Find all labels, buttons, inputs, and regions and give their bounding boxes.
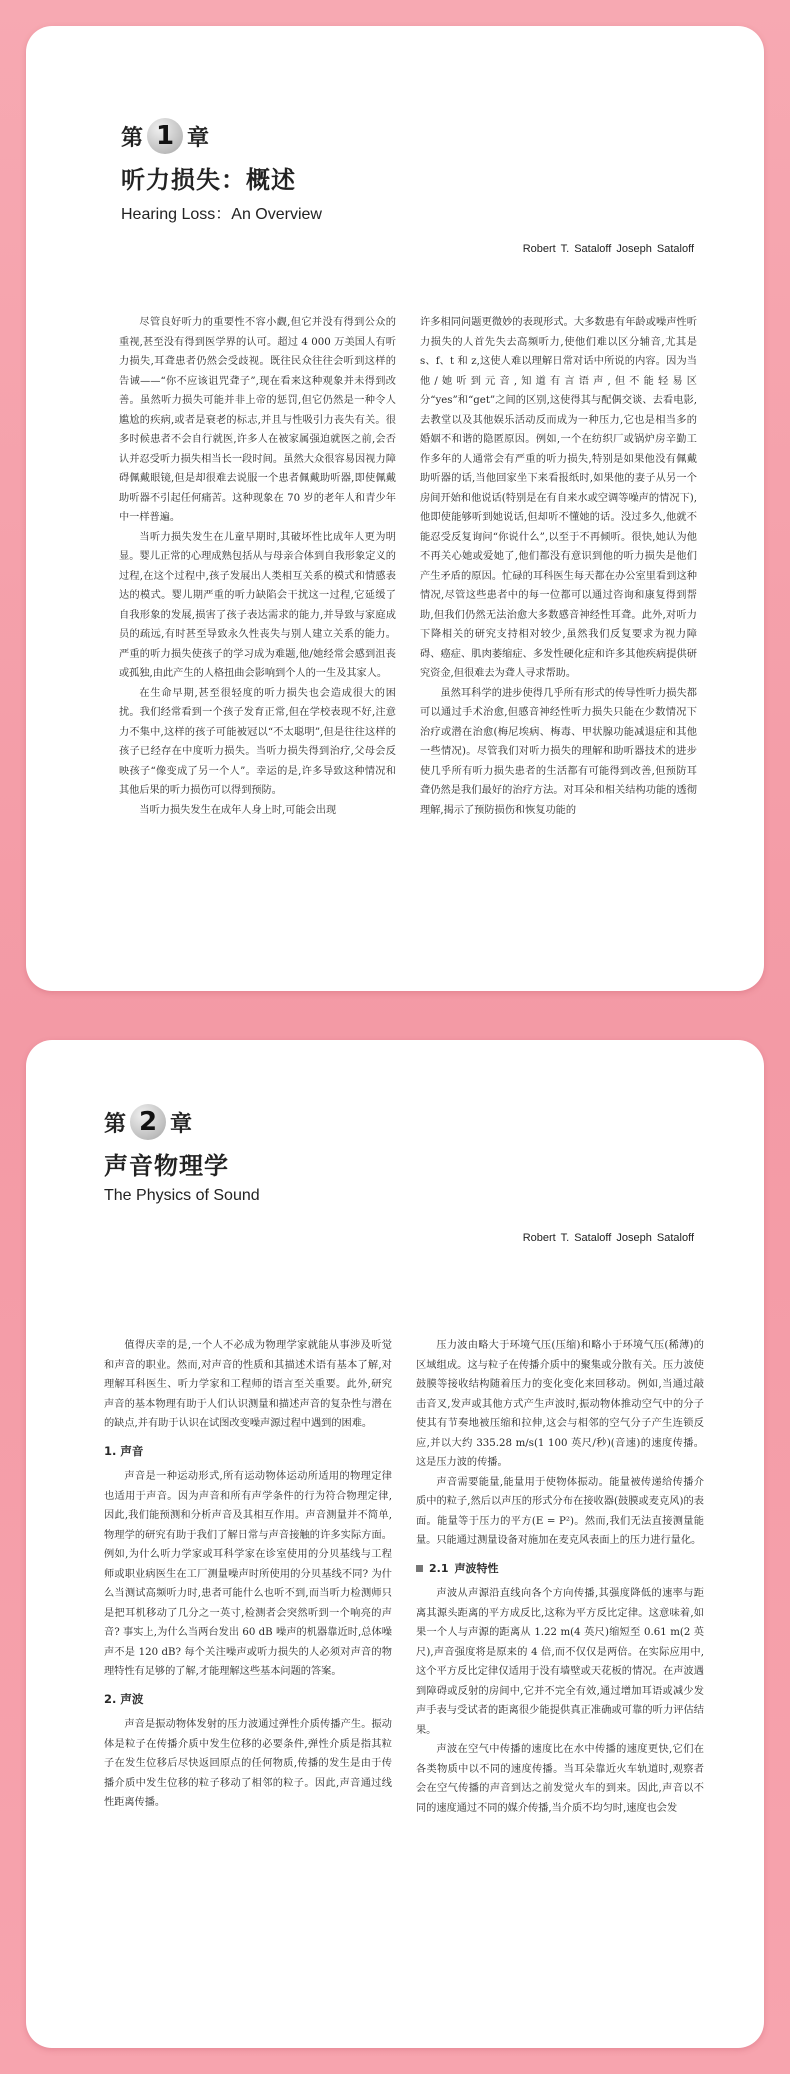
chapter-title-en: Hearing Loss：An Overview: [121, 206, 322, 223]
authors: Robert T. Sataloff Joseph Sataloff: [522, 243, 694, 255]
subsection-number: 2.1: [429, 1561, 449, 1575]
paragraph: 虽然耳科学的进步使得几乎所有形式的传导性听力损失都可以通过手术治愈,但感音神经性听力损失只能在少数情况下治疗或潜在治愈(梅尼埃病、梅毒、甲状腺功能减退症和其他一些情况)。尽管我们对听力损失的理解和助听器技术的进步使几乎所有听力损失患者的生活都有可能得到改善,但预防耳聋仍然是我们最好的治疗方法。对耳朵和相关结构功能的透彻理解,揭示了预防损伤和恢复功能的: [420, 687, 697, 816]
paragraph: 尽管良好听力的重要性不容小觑,但它并没有得到公众的重视,甚至没有得到医学界的认可。超过 4 000 万美国人有听力损失,耳聋患者仍然会受歧视。既往民众往往会听到这样的告诫——“你不应该诅咒聋子”,现在看来这种观象并未得到改善。虽然听力损失可能并非上帝的惩罚,但它仍然是一种令人尴尬的疾病,或者是衰老的标志,并且与性吸引力丧失有关。很多时候患者不会自行就医,许多人在被家属强迫就医之前,会否认并忍受听力损失相当长一段时间。虽然大众很容易因视力障碍佩戴眼镜,但是却很难去说服一个患者佩戴助听器,即使佩戴助听器不引起任何痛苦。这种现象在 70 岁的老年人和青少年中一样普遍。: [119, 317, 396, 523]
paragraph: 当听力损失发生在成年人身上时,可能会出现: [139, 804, 337, 816]
chapter-number-badge: 1: [147, 118, 183, 154]
section-heading: 2. 声波: [104, 1691, 144, 1706]
subsection-title: 声波特性: [454, 1561, 499, 1575]
left-column: [119, 313, 396, 820]
chapter-2-heading: [104, 1104, 260, 1205]
body-columns: [104, 1336, 704, 1818]
chapter-1-page: [26, 26, 764, 991]
paragraph: 在生命早期,甚至很轻度的听力损失也会造成很大的困扰。我们经常看到一个孩子发育正常,但在学校表现不好,注意力不集中,这样的孩子可能被冠以“不太聪明”,但是往往这样的孩子已经存在中度听力损失。当听力损失得到治疗,父母会反映孩子“像变成了另一个人”。幸运的是,许多导致这种情况和其他后果的听力损伤可以得到预防。: [119, 687, 396, 796]
chapter-title-zh: 声音物理学: [104, 1152, 229, 1180]
section-heading: 1. 声音: [104, 1443, 144, 1458]
chapter-suffix: 章: [187, 125, 210, 151]
authors: Robert T. Sataloff Joseph Sataloff: [522, 1232, 694, 1244]
right-column: [416, 1336, 704, 1818]
chapter-suffix: 章: [170, 1111, 193, 1137]
chapter-number-badge: 2: [130, 1104, 166, 1140]
chapter-title-en: The Physics of Sound: [104, 1187, 260, 1204]
chapter-prefix: 第: [104, 1111, 127, 1137]
body-columns: [119, 313, 697, 820]
square-bullet-icon: [416, 1565, 423, 1572]
chapter-label: [121, 118, 322, 154]
chapter-1-heading: [121, 118, 322, 224]
paragraph: 声波从声源沿直线向各个方向传播,其强度降低的速率与距离其源头距离的平方成反比,这称为平方反比定律。这意味着,如果一个人与声源的距离从 1.22 m(4 英尺)缩短至 0.61 m(2 英尺),声音强度将是原来的 4 倍,而不仅仅是两倍。在实际应用中,这个平方反比定律仅适用于没有墙壁或天花板的情况。在声波遇到障碍或反射的房间中,它并不完全有效,通过增加耳语或减少发声手表与受试者的距离很少能提供真正准确或可靠的听力评估结果。: [416, 1588, 704, 1736]
paragraph: 许多相同问题更微妙的表现形式。大多数患有年龄或噪声性听力损失的人首先失去高频听力,使他们难以区分辅音,尤其是 s、f、t 和 z,这使人难以理解日常对话中所说的内容。因为当他/她听到元音,知道有言语声,但不能轻易区分“yes”和“get”之间的区别,这使得其与配偶交谈、去看电影,去教堂以及其他娱乐活动反而成为一种压力,它也是相当多的婚姻不和谐的隐匿原因。例如,一个在纺织厂或锅炉房辛勤工作多年的人通常会有严重的听力损失,特别是如果他没有佩戴助听器的话,当他回家坐下来看报纸时,如果他的妻子从另一个房间开始和他说话(特别是在有自来水或空调等噪声的情况下),他即使能够听到她说话,但却听不懂她的话。没过多久,他就不能忍受反复询问“你说什么”,以至于不再倾听。很快,她认为他不再关心她或爱她了,他们都没有意识到他的听力损失是他们产生矛盾的原因。忙碌的耳科医生每天都在办公室里看到这种情况,尽管这些患者中的每一位都可以通过咨询和康复得到帮助,但我们仍然无法治愈大多数感音神经性耳聋。此外,对听力下降相关的研究支持相对较少,虽然我们反复要求为视力障碍、癌症、肌肉萎缩症、多发性硬化症和许多其他疾病提供研究资金,但很难去为聋人寻求帮助。: [420, 317, 697, 679]
chapter-label: [104, 1104, 260, 1140]
chapter-title-zh: 听力损失：概述: [121, 166, 296, 194]
paragraph: 值得庆幸的是,一个人不必成为物理学家就能从事涉及听觉和声音的职业。然而,对声音的性质和其描述术语有基本了解,对理解耳科医生、听力学家和工程师的语言至关重要。此外,研究声音的基本物理有助于人们认识测量和描述声音的复杂性与潜在的缺点,并有助于认识在试图改变噪声源过程中遇到的困难。: [104, 1340, 392, 1429]
paragraph: 声波在空气中传播的速度比在水中传播的速度更快,它们在各类物质中以不同的速度传播。当耳朵靠近火车轨道时,观察者会在空气传播的声音到达之前发觉火车的到来。因此,声音以不同的速度通过不同的媒介传播,当介质不均匀时,速度也会发: [416, 1744, 704, 1814]
chapter-2-page: [26, 1040, 764, 2048]
chapter-prefix: 第: [121, 125, 144, 151]
paragraph: 声音是一种运动形式,所有运动物体运动所适用的物理定律也适用于声音。因为声音和所有声学条件的行为符合物理定律,因此,我们能预测和分析声音及其相互作用。声音测量并不简单,物理学的研究有助于我们了解日常与声音接触的许多实际方面。例如,为什么听力学家或耳科学家在诊室使用的分贝基线与工程师或职业病医生在工厂测量噪声时所使用的分贝基线不同? 为什么当测试高频听力时,患者可能什么也听不到,而当听力检测师只是把耳机移动了几分之一英寸,检测者会突然听到一个响亮的声音? 事实上,为什么当两台发出 60 dB 噪声的机器靠近时,总体噪声不是 120 dB? 每个关注噪声或听力损失的人必须对声音的物理特性有足够的了解,才能理解这些基本问题的答案。: [104, 1471, 392, 1677]
paragraph: 当听力损失发生在儿童早期时,其破坏性比成年人更为明显。婴儿正常的心理成熟包括从与母亲合体到自我形象定义的过程,在这个过程中,孩子发展出人类相互关系的模式和情感表达的模式。婴儿期严重的听力缺陷会干扰这一过程,它延缓了自我形象的发展,损害了孩子表达需求的能力,并导致与家庭成员的疏远,有时甚至导致永久性丧失与别人建立关系的能力。严重的听力损失使孩子的学习成为难题,他/她经常会感到沮丧或孤独,由此产生的人格扭曲会影响到个人的一生及其家人。: [119, 531, 396, 679]
left-column: [104, 1336, 392, 1818]
subsection-heading: [416, 1559, 704, 1579]
paragraph: 声音是振动物体发射的压力波通过弹性介质传播产生。振动体是粒子在传播介质中发生位移的必要条件,弹性介质是指其粒子在发生位移后尽快返回原点的任何物质,传播的发生是由于传播介质中发生位移的粒子移动了相邻的粒子。因此,声音通过线性距离传播。: [104, 1719, 392, 1808]
paragraph: 压力波由略大于环境气压(压缩)和略小于环境气压(稀薄)的区域组成。这与粒子在传播介质中的聚集或分散有关。压力波使鼓膜等接收结构随着压力的变化变化来回移动。例如,当通过敲击音叉,发声或其他方式产生声波时,振动物体推动空气中的分子使其有节奏地被压缩和拉伸,这会与相邻的空气分子产生连锁反应,并以大约 335.28 m/s(1 100 英尺/秒)(音速)的速度传播。这是压力波的传播。: [416, 1340, 704, 1468]
paragraph: 声音需要能量,能量用于使物体振动。能量被传递给传播介质中的粒子,然后以声压的形式分布在接收器(鼓膜或麦克风)的表面。能量等于压力的平方(E = P²)。然而,我们无法直接测量能量。只能通过测量设备对施加在麦克风表面上的压力进行量化。: [416, 1476, 704, 1546]
right-column: [420, 313, 697, 820]
